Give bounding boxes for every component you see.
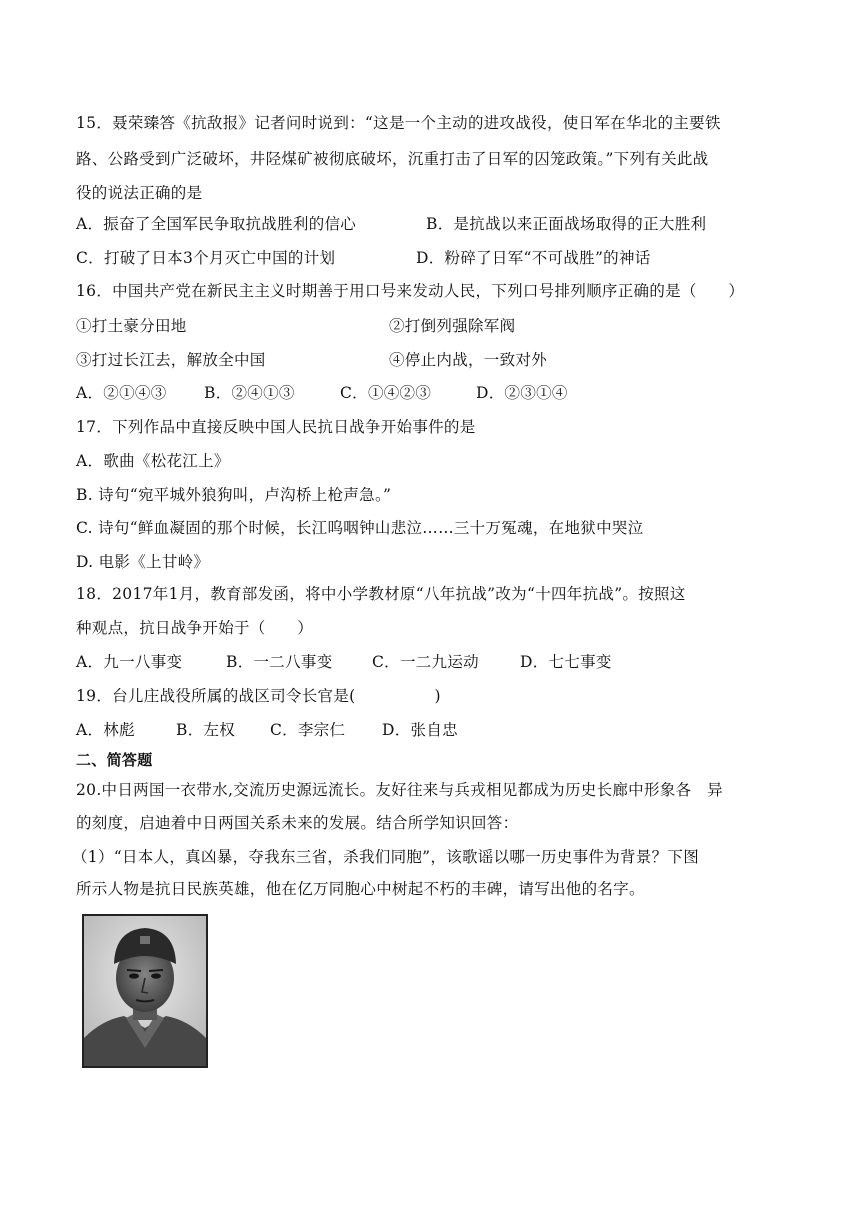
q16-slogan-3: ③打过长江去，解放全中国 — [76, 351, 266, 369]
q16-option-c[interactable]: C．①④②③ — [340, 384, 432, 402]
q20-stem-line-1: 20.中日两国一衣带水,交流历史源远流长。友好往来与兵戎相见都成为历史长廊中形象各 异 — [76, 781, 723, 799]
q16-slogan-2: ②打倒列强除军阀 — [389, 317, 516, 335]
q17-option-c[interactable]: C. 诗句“鲜血凝固的那个时候，长江呜咽钟山悲泣……三十万冤魂，在地狱中哭泣 — [76, 519, 644, 537]
q17-option-b[interactable]: B. 诗句“宛平城外狼狗叫，卢沟桥上枪声急。” — [76, 486, 392, 504]
q19-option-b[interactable]: B．左权 — [176, 721, 236, 739]
q18-option-b[interactable]: B．一二八事变 — [226, 653, 333, 671]
q19-option-d[interactable]: D．张自忠 — [382, 721, 458, 739]
q18-option-a[interactable]: A．九一八事变 — [76, 653, 183, 671]
q20-stem-line-2: 的刻度，启迪着中日两国关系未来的发展。结合所学知识回答： — [76, 814, 519, 832]
q16-stem: 16．中国共产党在新民主主义时期善于用口号来发动人民，下列口号排列顺序正确的是（ ） — [76, 282, 745, 300]
q20-sub1-line-2: 所示人物是抗日民族英雄，他在亿万同胞心中树起不朽的丰碑，请写出他的名字。 — [76, 880, 645, 898]
q18-stem-line-2: 种观点，抗日战争开始于（ ） — [76, 619, 314, 637]
q18-option-c[interactable]: C．一二九运动 — [372, 653, 479, 671]
q15-stem-line-3: 役的说法正确的是 — [76, 184, 203, 202]
q16-slogan-4: ④停止内战，一致对外 — [389, 351, 548, 369]
q15-option-c[interactable]: C．打破了日本3个月灭亡中国的计划 — [76, 249, 336, 267]
q15-stem-line-2: 路、公路受到广泛破坏，井陉煤矿被彻底破坏，沉重打击了日军的囚笼政策。”下列有关此战 — [76, 150, 709, 168]
q16-option-d[interactable]: D．②③①④ — [476, 384, 568, 402]
q18-stem-line-1: 18．2017年1月，教育部发函，将中小学教材原“八年抗战”改为“十四年抗战”。按照这 — [76, 585, 686, 603]
section-heading: 二、简答题 — [76, 751, 153, 769]
q16-slogan-1: ①打土豪分田地 — [76, 317, 187, 335]
q17-option-d[interactable]: D. 电影《上甘岭》 — [76, 553, 210, 571]
q15-option-b[interactable]: B．是抗战以来正面战场取得的正大胜利 — [426, 215, 707, 233]
q15-option-a[interactable]: A．振奋了全国军民争取抗战胜利的信心 — [76, 215, 357, 233]
q19-stem: 19．台儿庄战役所属的战区司令长官是( ) — [76, 687, 441, 705]
q15-option-d[interactable]: D．粉碎了日军“不可战胜”的神话 — [416, 249, 651, 267]
q20-sub1-line-1: （1）“日本人，真凶暴，夺我东三省，杀我们同胞”，该歌谣以哪一历史事件为背景？下图 — [72, 848, 700, 866]
portrait-photo — [82, 914, 208, 1068]
q17-stem: 17．下列作品中直接反映中国人民抗日战争开始事件的是 — [76, 418, 476, 436]
q19-option-a[interactable]: A．林彪 — [76, 721, 135, 739]
q16-option-a[interactable]: A．②①④③ — [76, 384, 167, 402]
q16-option-b[interactable]: B．②④①③ — [204, 384, 295, 402]
q17-option-a[interactable]: A．歌曲《松花江上》 — [76, 452, 230, 470]
q15-stem-line-1: 15．聂荣臻答《抗敌报》记者问时说到：“这是一个主动的进攻战役，使日军在华北的主要铁 — [76, 114, 721, 132]
q19-option-c[interactable]: C．李宗仁 — [270, 721, 346, 739]
q18-option-d[interactable]: D．七七事变 — [520, 653, 612, 671]
